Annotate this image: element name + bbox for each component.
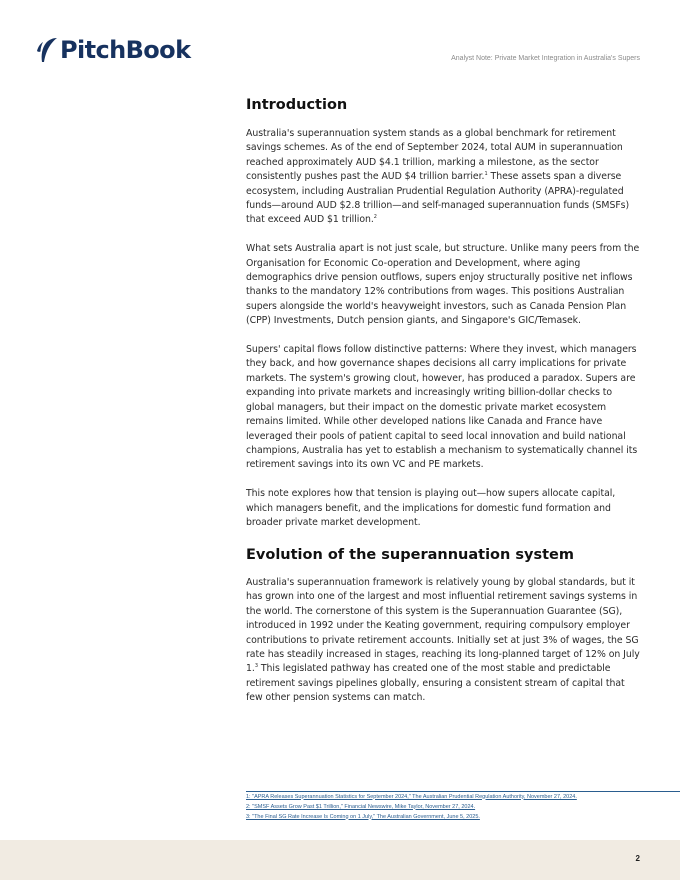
footnote-ref-2[interactable]: 2 bbox=[373, 214, 377, 221]
evolution-paragraph-1 bbox=[246, 576, 642, 706]
intro-p1-text-b: These assets span a diverse ecosystem, including Australian Prudential Regulation Authority (APRA)-regulated funds—around AUD $2.8 trillion—and self-managed superannuation funds (SMSFs) that exceed AUD $1 trillion. bbox=[246, 171, 630, 226]
intro-p1-text-a: Australia's superannuation system stands as a global benchmark for retirement savings schemes. As of the end of September 2024, total AUM in superannuation reached approximately AUD $4.1 trillion, marking a milestone, as the sector consistently pushes past the AUD $4 trillion barrier. bbox=[246, 128, 623, 183]
evolution-p1-text-a: Australia's superannuation framework is relatively young by global standards, but it has grown into one of the largest and most influential retirement savings systems in the world. The cornerstone of this system is the Superannuation Guarantee (SG), introduced in 1992 under the Keating government, requiring compulsory employer contributions to private retirement accounts. Initially set at just 3% of wages, the SG rate has steadily increased in stages, reaching its long-planned target of 12% on July 1. bbox=[246, 577, 640, 675]
evolution-section bbox=[246, 546, 642, 706]
page-number: 2 bbox=[635, 854, 640, 863]
intro-paragraph-4: This note explores how that tension is playing out—how supers allocate capital, which managers benefit, and the implications for domestic fund formation and broader private market development. bbox=[246, 488, 616, 528]
intro-paragraph-2: What sets Australia apart is not just scale, but structure. Unlike many peers from the Organisation for Economic Co-operation and Development, where aging demographics drive pension outflows, supers enjoy structurally positive net inflows thanks to the mandatory 12% contributions from wages. This positions Australian supers alongside the world's heavyweight investors, such as Canada Pension Plan (CPP) Investments, Dutch pension giants, and Singapore's GIC/Temasek. bbox=[246, 243, 640, 327]
footnote-1-link[interactable]: 1: "APRA Releases Superannuation Statistics for September 2024," The Australian Prudential Regulation Authority, November 27, 2024. bbox=[246, 793, 577, 800]
section-heading-evolution: Evolution of the superannuation system bbox=[246, 547, 574, 563]
pitchbook-feather-icon bbox=[36, 37, 58, 63]
footnote-3-link[interactable]: 3: "The Final SG Rate Increase Is Coming on 1 July," The Australian Government, June 5, 2025. bbox=[246, 813, 480, 820]
main-content bbox=[246, 96, 642, 530]
evolution-p1-text-b: This legislated pathway has created one of the most stable and predictable retirement savings pipelines globally, ensuring a consistent stream of capital that few other pension systems can match. bbox=[246, 663, 625, 704]
page-footer bbox=[0, 840, 680, 880]
pitchbook-logo[interactable] bbox=[36, 37, 190, 63]
footnote-ref-3[interactable]: 3 bbox=[254, 663, 258, 670]
logo-wordmark: PitchBook bbox=[60, 36, 191, 64]
section-heading-introduction: Introduction bbox=[246, 97, 348, 113]
footnotes bbox=[246, 791, 680, 822]
footnote-2-link[interactable]: 2: "SMSF Assets Grow Past $1 Trillion," Financial Newswire, Mike Taylor, November 27, 2024. bbox=[246, 803, 476, 810]
analyst-note-title: Analyst Note: Private Market Integration in Australia's Supers bbox=[451, 55, 640, 62]
footnote-ref-1[interactable]: 1 bbox=[484, 171, 488, 178]
intro-paragraph-1 bbox=[246, 127, 642, 228]
intro-paragraph-3: Supers' capital flows follow distinctive patterns: Where they invest, which managers they back, and how governance shapes decisions all carry implications for private markets. The system's growing clout, however, has produced a paradox. Supers are expanding into private markets and increasingly writing billion-dollar checks to global managers, but their impact on the domestic private market ecosystem remains limited. While other developed nations like Canada and France have leveraged their pools of patient capital to seed local innovation and build national champions, Australia has yet to establish a mechanism to systematically channel its retirement savings into its own VC and PE markets. bbox=[246, 344, 638, 471]
